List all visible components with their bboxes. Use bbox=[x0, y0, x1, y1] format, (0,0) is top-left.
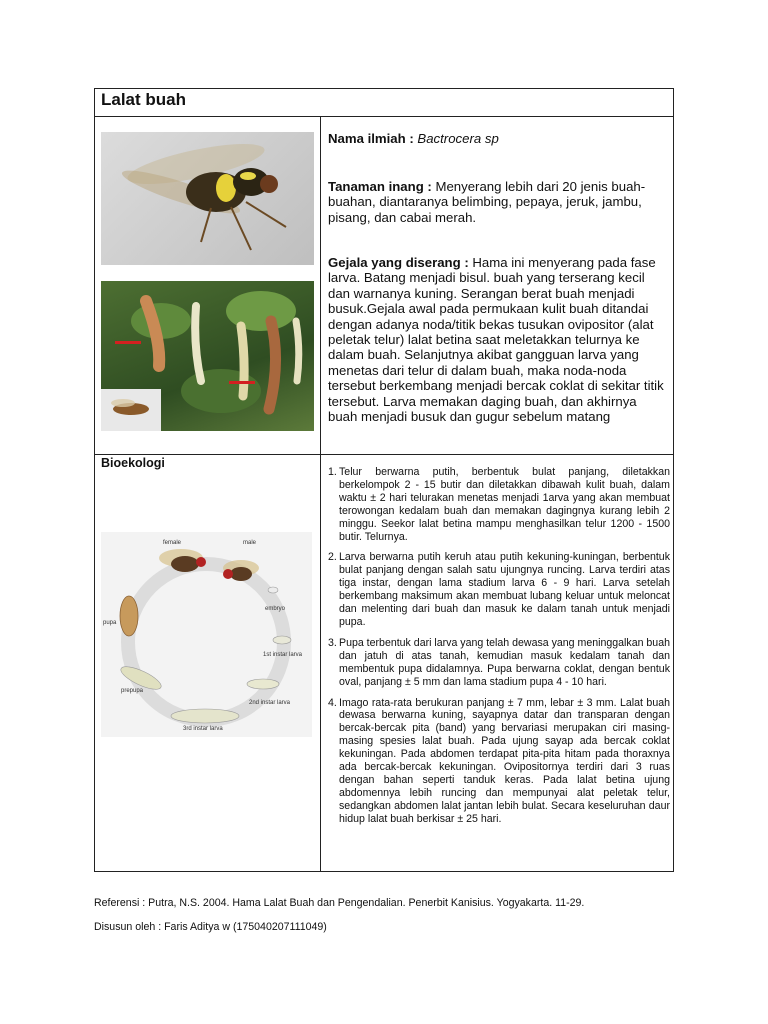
fruit-fly-photo bbox=[101, 132, 314, 265]
prepupa-label: prepupa bbox=[121, 688, 144, 694]
list-item-number: 2. bbox=[328, 551, 337, 564]
host-plants-text: Menyerang lebih dari 20 jenis buah-buahan, diantaranya belimbing, pepaya, jeruk, jambu, pisang, dan cabai merah. bbox=[328, 179, 646, 225]
fruit-fly-illustration bbox=[101, 132, 314, 265]
pupa-label: pupa bbox=[103, 620, 117, 626]
life-cycle-illustration bbox=[101, 532, 312, 737]
list-item-text: Telur berwarna putih, berbentuk bulat panjang, diletakkan berkelompok 2 - 15 butir dan diletakkan dibawah kulit buah, dalam waktu ± 2 hari telurakan menetas menjadi 1arva yang akan membuat terowongan kedalam buah dan memakan dagingnya kurang lebih 2 minggu. Seekor lalat betina mampu menghasilkan telur 1200 - 1500 butir. Telurnya. bbox=[339, 466, 670, 543]
page-title: Lalat buah bbox=[101, 90, 187, 109]
male-label: male bbox=[243, 540, 257, 546]
list-item-number: 3. bbox=[328, 636, 337, 649]
scientific-name bbox=[328, 131, 668, 146]
list-item bbox=[328, 551, 670, 628]
list-item-text: Imago rata-rata berukuran panjang ± 7 mm, lebar ± 3 mm. Lalat buah dewasa berwarna kuning, sayapnya datar dan transparan dengan bercak-bercak pita (band) yang bervariasi merupakan ciri masing-masing spesies lalat buah. Pada ujung sayap ada bercak coklat kekuningan. Pada abdomen terdapat pita-pita hitam pada thoraxnya ada bercak-bercak kekuningan. Ovipositornya terdiri dari 3 ruas dengan bahan seperti tanduk keras. Pada lalat betina ujung abdomennya lebih runcing dan mempunyai alat peletak telur, sedangkan abdomen lalat jantan lebih bulat. Secara keseluruhan daur hidup lalat buah berkisar ± 25 hari. bbox=[339, 696, 670, 825]
list-item-text: Pupa terbentuk dari larva yang telah dewasa yang meninggalkan buah dan jatuh di atas tanah, kemudian masuk kedalam tanah dan membentuk pupa didalamnya. Pupa berwarna coklat, dengan bentuk oval, panjang ± 5 mm dan lama stadium pupa 4 - 10 hari. bbox=[339, 636, 670, 688]
infested-chili-photo bbox=[101, 281, 314, 431]
column-divider bbox=[320, 117, 321, 872]
list-item-text: Larva berwarna putih keruh atau putih kekuning-kuningan, berbentuk bulat panjang dengan salah satu ujungnya runcing. Larva terdiri atas tiga instar, dengan lama stadium larva 6 - 9 hari. Larva setelah berkembang maksimum akan membuat lubang keluar untuk meloncat dan melenting dari buah dan masuk ke dalam tanah untuk menjadi pupa. bbox=[339, 551, 670, 628]
bioekologi-list bbox=[328, 466, 670, 834]
list-item-number: 4. bbox=[328, 696, 337, 709]
row-divider bbox=[95, 454, 673, 455]
symptoms-text: Hama ini menyerang pada fase larva. Batang menjadi bisul. buah yang terserang kecil dan warnanya kuning. Serangan berat buah menjadi busuk.Gejala awal pada permukaan kulit buah ditandai dengan adanya noda/titik bekas tusukan ovipositor (alat peletak telur) lalat betina saat meletakkan telurnya ke dalam buah. Selanjutnya akibat gangguan larva yang menetas dari telur di dalam buah, maka noda-noda tersebut berkembang menjadi bercak coklat di sekitar titik tersebut. Larva memakan daging buah, dan akhirnya buah menjadi busuk dan gugur sebelum matang bbox=[328, 255, 664, 425]
list-item bbox=[328, 466, 670, 543]
pest-table bbox=[94, 88, 674, 872]
title-row bbox=[95, 89, 673, 117]
life-cycle-diagram bbox=[101, 532, 312, 737]
list-item bbox=[328, 697, 670, 826]
third-instar-label: 3rd instar larva bbox=[183, 726, 223, 732]
scientific-name-label: Nama ilmiah : bbox=[328, 131, 418, 146]
bioekologi-label: Bioekologi bbox=[101, 456, 165, 470]
host-plants bbox=[328, 179, 668, 225]
chili-illustration bbox=[101, 281, 314, 431]
symptoms-label: Gejala yang diserang : bbox=[328, 255, 473, 270]
second-instar-label: 2nd instar larva bbox=[249, 700, 291, 706]
list-item bbox=[328, 637, 670, 689]
host-plants-label: Tanaman inang : bbox=[328, 179, 436, 194]
embryo-label: embryo bbox=[265, 606, 286, 612]
reference-text: Referensi : Putra, N.S. 2004. Hama Lalat Buah dan Pengendalian. Penerbit Kanisius. Yogyakarta. 11-29. bbox=[94, 897, 585, 909]
female-label: female bbox=[163, 540, 182, 546]
symptoms bbox=[328, 255, 668, 424]
list-item-number: 1. bbox=[328, 466, 337, 478]
first-instar-label: 1st instar larva bbox=[263, 652, 303, 658]
author-text: Disusun oleh : Faris Aditya w (175040207111049) bbox=[94, 921, 327, 933]
scientific-name-value: Bactrocera sp bbox=[417, 131, 499, 146]
